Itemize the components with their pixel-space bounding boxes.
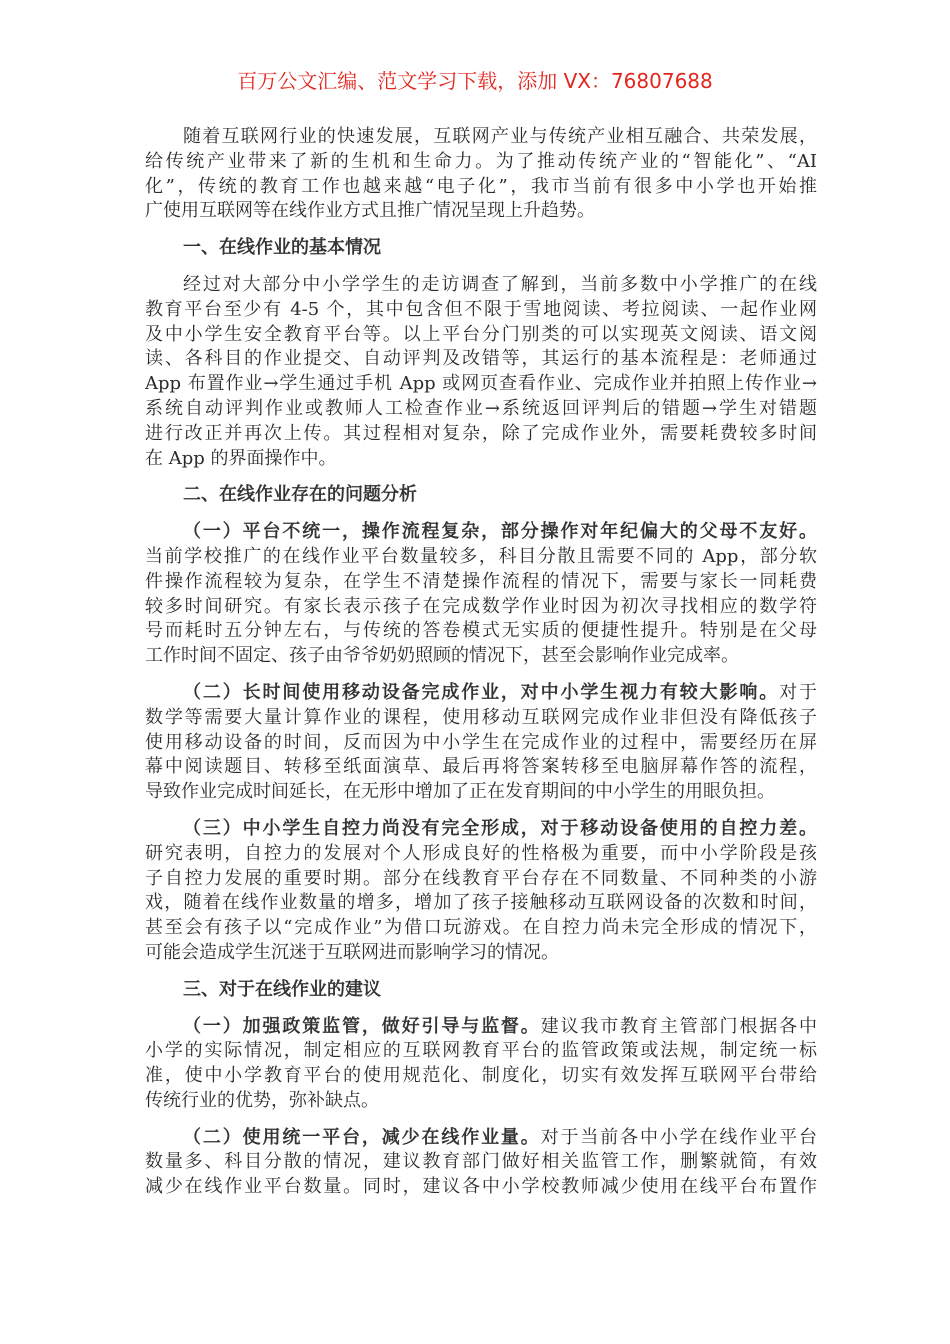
text-line: 号而耗时五分钟左右，与传统的答卷模式无实质的便捷性提升。特别是在父母 [145, 620, 817, 642]
line-text: 对于当前各中小学在线作业平台 [540, 1126, 818, 1148]
text-line: 数量多、科目分散的情况，建议教育部门做好相关监管工作，删繁就简，有效 [145, 1151, 817, 1173]
text-line [145, 817, 817, 842]
line-text: 对于 [779, 681, 818, 703]
watermark-banner: 百万公文汇编、范文学习下载，添加 VX：76807688 [237, 69, 713, 93]
section-heading: 一、在线作业的基本情况 [183, 237, 381, 259]
text-line: 进行改正并再次上传。其过程相对复杂，除了完成作业外，需要耗费较多时间 [145, 422, 817, 444]
paragraph [145, 681, 817, 805]
bold-lead: （三）中小学生自控力尚没有完全形成，对于移动设备使用的自控力差。 [183, 817, 817, 839]
text-line: 幕中阅读题目、转移至纸面演草、最后再将答案转移至电脑屏幕作答的流程， [145, 756, 817, 778]
text-line: 研究表明，自控力的发展对个人形成良好的性格极为重要，而中小学阶段是孩 [145, 842, 817, 864]
text-line: 子自控力发展的重要时期。部分在线教育平台存在不同数量、不同种类的小游 [145, 867, 817, 889]
text-line: 及中小学生安全教育平台等。以上平台分门别类的可以实现英文阅读、语文阅 [145, 323, 817, 345]
text-line: 甚至会有孩子以“完成作业”为借口玩游戏。在自控力尚未完全形成的情况下， [145, 917, 817, 939]
text-line: 教育平台至少有 4-5 个，其中包含但不限于雪地阅读、考拉阅读、一起作业网 [145, 298, 817, 320]
text-line: 经过对大部分中小学学生的走访调查了解到，当前多数中小学推广的在线 [183, 273, 817, 295]
text-line: 给传统产业带来了新的生机和生命力。为了推动传统产业的“智能化”、“AI [145, 150, 817, 172]
text-line: App 布置作业→学生通过手机 App 或网页查看作业、完成作业并拍照上传作业→ [145, 373, 817, 395]
text-line [145, 1015, 817, 1040]
text-line: 小学的实际情况，制定相应的互联网教育平台的监管政策或法规，制定统一标 [145, 1040, 817, 1062]
section-heading: 三、对于在线作业的建议 [183, 978, 381, 1000]
paragraph [145, 817, 817, 966]
section-heading: 二、在线作业存在的问题分析 [183, 484, 417, 506]
line-text: 建议我市教育主管部门根据各中 [540, 1015, 818, 1037]
paragraph [145, 1126, 817, 1200]
text-line: 较多时间研究。有家长表示孩子在完成数学作业时因为初次寻找相应的数学符 [145, 595, 817, 617]
text-line: 使用移动设备的时间，反而因为中小学生在完成作业的过程中，需要经历在屏 [145, 731, 817, 753]
bold-lead: （一）加强政策监管，做好引导与监督。 [183, 1015, 541, 1037]
text-line: 减少在线作业平台数量。同时，建议各中小学校教师减少使用在线平台布置作 [145, 1176, 817, 1198]
paragraph [145, 125, 817, 224]
text-line: 系统自动评判作业或教师人工检查作业→系统返回评判后的错题→学生对错题 [145, 397, 817, 419]
text-line: 化”，传统的教育工作也越来越“电子化”，我市当前有很多中小学也开始推 [145, 175, 817, 197]
text-line: 广使用互联网等在线作业方式且推广情况呈现上升趋势。 [145, 200, 595, 222]
text-line: 件操作流程较为复杂，在学生不清楚操作流程的情况下，需要与家长一同耗费 [145, 570, 817, 592]
text-line: 工作时间不固定、孩子由爷爷奶奶照顾的情况下，甚至会影响作业完成率。 [145, 645, 739, 667]
text-line [145, 520, 817, 545]
text-line: 数学等需要大量计算作业的课程，使用移动互联网完成作业非但没有降低孩子 [145, 706, 817, 728]
paragraph [145, 520, 817, 669]
text-line: 戏，随着在线作业数量的增多，增加了孩子接触移动互联网设备的次数和时间， [145, 892, 817, 914]
bold-lead: （二）长时间使用移动设备完成作业，对中小学生视力有较大影响。 [183, 681, 780, 703]
text-line: 读、各科目的作业提交、自动评判及改错等，其运行的基本流程是：老师通过 [145, 348, 817, 370]
text-line [145, 1126, 817, 1151]
paragraph [145, 1015, 817, 1114]
document-body [145, 125, 817, 1212]
bold-lead: （一）平台不统一，操作流程复杂，部分操作对年纪偏大的父母不友好。 [183, 521, 817, 543]
text-line: 准，使中小学教育平台的使用规范化、制度化，切实有效发挥互联网平台带给 [145, 1065, 817, 1087]
text-line: 可能会造成学生沉迷于互联网进而影响学习的情况。 [145, 941, 559, 963]
text-line: 当前学校推广的在线作业平台数量较多，科目分散且需要不同的 App，部分软 [145, 545, 817, 567]
bold-lead: （二）使用统一平台，减少在线作业量。 [183, 1126, 541, 1148]
text-line: 在 App 的界面操作中。 [145, 447, 337, 469]
paragraph [145, 273, 817, 471]
text-line: 随着互联网行业的快速发展，互联网产业与传统产业相互融合、共荣发展， [183, 126, 817, 147]
text-line [145, 681, 817, 706]
text-line: 导致作业完成时间延长，在无形中增加了正在发育期间的中小学生的用眼负担。 [145, 781, 775, 803]
text-line: 传统行业的优势，弥补缺点。 [145, 1089, 379, 1111]
